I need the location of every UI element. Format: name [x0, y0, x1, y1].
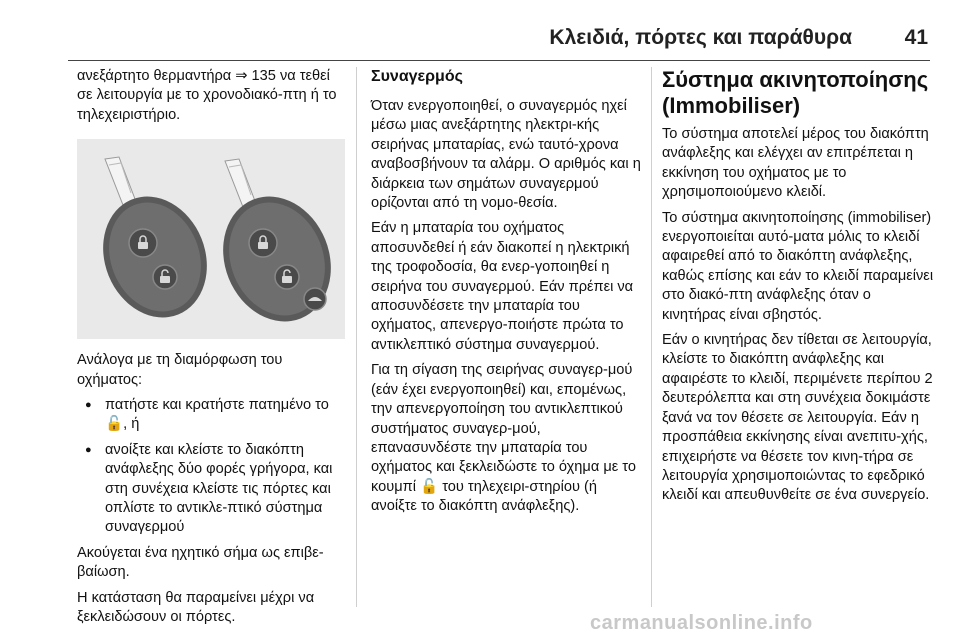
column-divider-1 — [356, 67, 357, 607]
col3-paragraph: Το σύστημα ακινητοποίησης (immobiliser) ενεργοποιείται αυτό-ματα μόλις το κλειδί αφαιρεθεί από το διακόπτη ανάφλεξης, καθώς επίσης και εάν το κλειδί παραμείνει στο διακό-πτη ανάφλεξης όταν ο κινητήρας είναι σβηστός. — [662, 209, 934, 323]
section-heading-immobiliser: Σύστημα ακινητοποίησης (Immobiliser) — [662, 67, 929, 118]
page-header-title: Κλειδιά, πόρτες και παράθυρα — [549, 26, 852, 49]
col1-bullet-list — [77, 396, 345, 538]
column-divider-2 — [651, 67, 652, 607]
col2-paragraph: Εάν η μπαταρία του οχήματος αποσυνδεθεί ή εάν διακοπεί η ηλεκτρική της τροφοδοσία, θα ενερ-γοποιηθεί η σειρήνα του συναγερμού. Εάν πρέπει να αποσυνδέσετε την μπαταρία του οχήματος, απενεργο-ποιήστε πρώτα το αντικλεπτικό σύστημα συναγερμού. — [371, 220, 634, 353]
col2-paragraph: Όταν ενεργοποιηθεί, ο συναγερμός ηχεί μέσω μιας ανεξάρτητης ηλεκτρι-κής σειρήνας μπαταρίας, ενώ ταυτό-χρονα αναβοσβήνουν τα αλάρμ. Ο αριθμός και η διάρκεια των σημάτων συναγερμού ορίζονται από τη νομο-θεσία. — [371, 98, 641, 212]
column-3 — [662, 67, 934, 512]
remote-keys-illustration — [77, 139, 345, 339]
col3-paragraph: Εάν ο κινητήρας δεν τίθεται σε λειτουργία, κλείστε το διακόπτη ανάφλεξης και αφαιρέστε το κλειδί, περιμένετε περίπου 2 δευτερόλεπτα και στη συνέχεια δοκιμάστε ξανά να τον θέσετε σε λειτουργία. Εάν η προσπάθεια εκκίνησης είναι ανεπιτυ-χής, επιχειρήστε να θέσετε τον κινη-τήρα σε λειτουργία χρησιμοποιώντας το εφεδρικό κλειδί και απευθυνθείτε σε ένα συνεργείο. — [662, 332, 933, 504]
col1-paragraph: Ακούγεται ένα ηχητικό σήμα ως επιβε-βαίωση. — [77, 544, 324, 581]
column-2 — [371, 67, 641, 523]
col1-config-intro: Ανάλογα με τη διαμόρφωση του οχήματος: — [77, 352, 283, 388]
section-heading-alarm: Συναγερμός — [371, 68, 463, 85]
remote-keys-figure — [77, 139, 345, 339]
col3-paragraph: Το σύστημα αποτελεί μέρος του διακόπτη ανάφλεξης και ελέγχει αν επιτρέπεται η εκκίνηση του οχήματος με το χρησιμοποιούμενο κλειδί. — [662, 126, 929, 201]
column-1 — [77, 67, 345, 634]
header-rule — [68, 60, 930, 61]
watermark: carmanualsonline.info — [590, 612, 813, 634]
col1-paragraph: Η κατάσταση θα παραμείνει μέχρι να ξεκλειδώσουν οι πόρτες. — [77, 589, 315, 626]
bullet-item: ● πατήστε και κρατήστε πατημένο το 🔓, ή — [77, 396, 345, 435]
col2-paragraph: Για τη σίγαση της σειρήνας συναγερ-μού (εάν έχει ενεργοποιηθεί) και, επομένως, την απενεργοποίηση του αντικλεπτικού συστήματος συναγερ-μού, επανασυνδέστε την μπαταρία του οχήματος και ξεκλειδώστε το όχημα με το κουμπί 🔓 του τηλεχειρι-στηρίου (ή ανοίξτε το διακόπτη ανάφλεξης). — [371, 362, 636, 515]
col1-intro: ανεξάρτητο θερμαντήρα ⇒ 135 να τεθεί σε λειτουργία με το χρονοδιακό-πτη ή το τηλεχειριστήριο. — [77, 68, 337, 123]
page-number: 41 — [904, 26, 928, 49]
bullet-item: ● ανοίξτε και κλείστε το διακόπτη ανάφλεξης δύο φορές γρήγορα, και στη συνέχεια κλείστε τις πόρτες και οπλίστε το αντικλε-πτικό σύστημα συναγερμού — [77, 441, 345, 538]
